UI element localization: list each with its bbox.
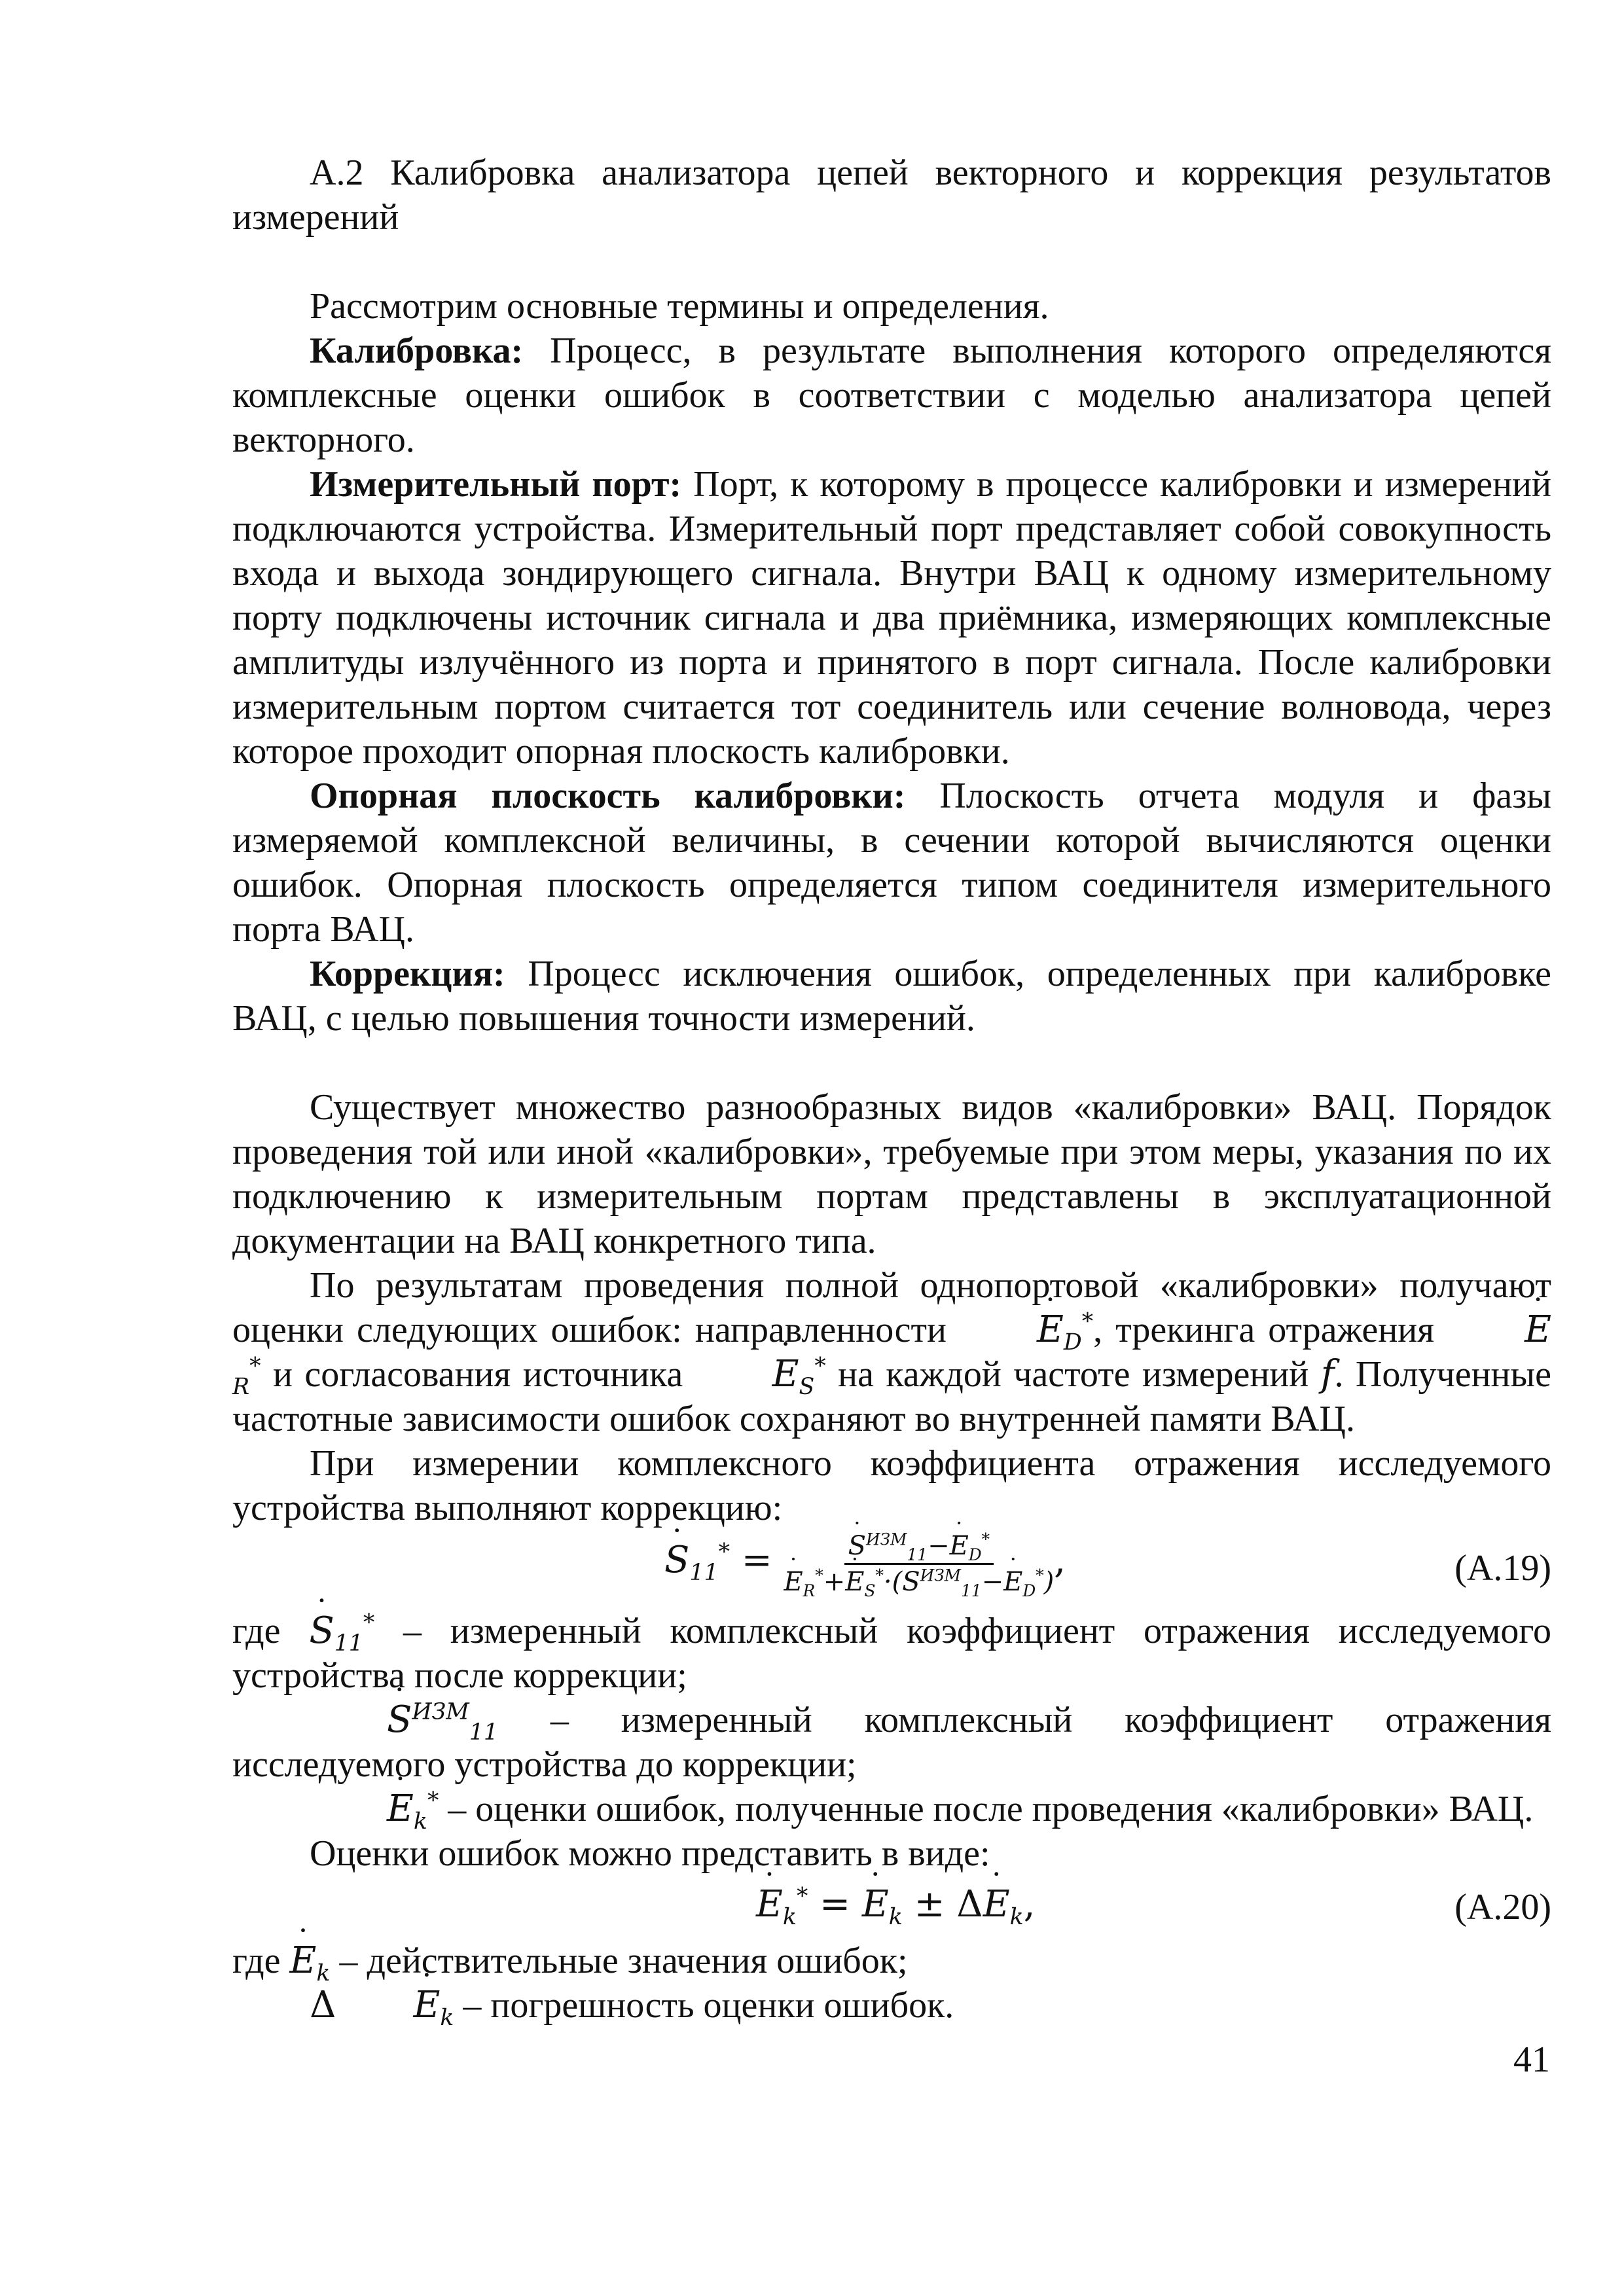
definition-term: Коррекция: [310,954,505,994]
where-s11-measured: ˙ $S^{ИЗМ}_{11}$ – измеренный комплексный коэффициент отражения исследуемого устройства до коррекции; [232,1698,1551,1787]
equation-number: (А.19) [1454,1548,1551,1588]
equation-a19: ˙ $S_{11}^*$ = ˙ $S^{ИЗМ}_{11}-˙$ $E_D^*$ ˙ $E_R^*+˙$ $E_S^*\cdot(˙$ $S^{ИЗМ}_{11}-˙$ $E_D^*$) , (А.19) [232,1530,1551,1609]
math-ed: ˙ $E_D^*$ [960,1308,1093,1351]
math-er: ˙ $E_R^*$ [232,1308,1551,1395]
one-port-calibration-paragraph: По результатам проведения полной однопортовой «калибровки» получают оценки следующих ошибок: направленности ˙ $E_D^*$, трекинга отражения ˙ $E_R^*$ и согласования источника ˙ $E_S^*$ на каждой частоте измерений f. Полученные частотные зависимости ошибок сохраняют во внутренней памяти ВАЦ. [232,1263,1551,1441]
definition-term: Измерительный порт: [310,464,682,505]
correction-intro-paragraph: При измерении комплексного коэффициента отражения исследуемого устройства выполняют коррекцию: [232,1443,1551,1528]
definition-text: Порт, к которому в процессе калибровки и измерений подключаются устройства. Измерительный порт представляет собой совокупность входа и выхода зондирующего сигнала. Внутри ВАЦ к одному измерительному порту подключены источник сигнала и два приёмника, измеряющих комплексные амплитуды излучённого из порта и принятого в порт сигнала. После калибровки измерительным портом считается тот соединитель или сечение волновода, через которое проходит опорная плоскость калибровки. [232,464,1551,772]
equation-number: (А.20) [1454,1887,1551,1928]
definition-measurement-port [232,462,1551,774]
where-s11-corrected: где ˙ $S_{11}^*$ – измеренный комплексный коэффициент отражения исследуемого устройства после коррекции; [232,1609,1551,1698]
definition-term: Опорная плоскость калибровки: [310,776,906,816]
definition-reference-plane [232,774,1551,952]
where-ek-actual: где ˙ $E_k$ – действительные значения ошибок; [232,1939,1551,1983]
math-f: f [1320,1353,1335,1395]
where-ek-estimates: ˙ $E_k^*$ – оценки ошибок, полученные после проведения «калибровки» ВАЦ. [232,1787,1551,1831]
intro-paragraph: Рассмотрим основные термины и определения. [310,286,1049,327]
definition-text: Процесс, в результате выполнения которого определяются комплексные оценки ошибок в соответствии с моделью анализатора цепей векторного. [232,331,1551,460]
equation-a20: ˙ $E_k^*$ = ˙ $E_k$ ± Δ˙ $E_k$, (А.20) [232,1876,1551,1939]
page-number: 41 [1513,2039,1550,2080]
error-representation-paragraph: Оценки ошибок можно представить в виде: [310,1833,990,1874]
section-title: А.2 Калибровка анализатора цепей векторного и коррекция результатов измерений [232,152,1551,238]
calibration-types-paragraph: Существует множество разнообразных видов «калибровки» ВАЦ. Порядок проведения той или иной «калибровки», требуемые при этом меры, указания по их подключению к измерительным портам представлены в эксплуатационной документации на ВАЦ конкретного типа. [232,1087,1551,1261]
definition-calibration [232,329,1551,462]
where-dek-error: Δ˙ $E_k$ – погрешность оценки ошибок. [232,1983,1551,2028]
definition-term: Калибровка: [310,331,524,371]
page-body [232,151,1551,2032]
definition-correction [232,952,1551,1041]
math-es: ˙ $E_S^*$ [695,1353,826,1395]
definition-text: Плоскость отчета модуля и фазы измеряемой комплексной величины, в сечении которой вычисляются оценки ошибок. Опорная плоскость определяется типом соединителя измерительного порта ВАЦ. [232,776,1551,950]
definition-text: Процесс исключения ошибок, определенных при калибровке ВАЦ, с целью повышения точности измерений. [232,954,1551,1039]
